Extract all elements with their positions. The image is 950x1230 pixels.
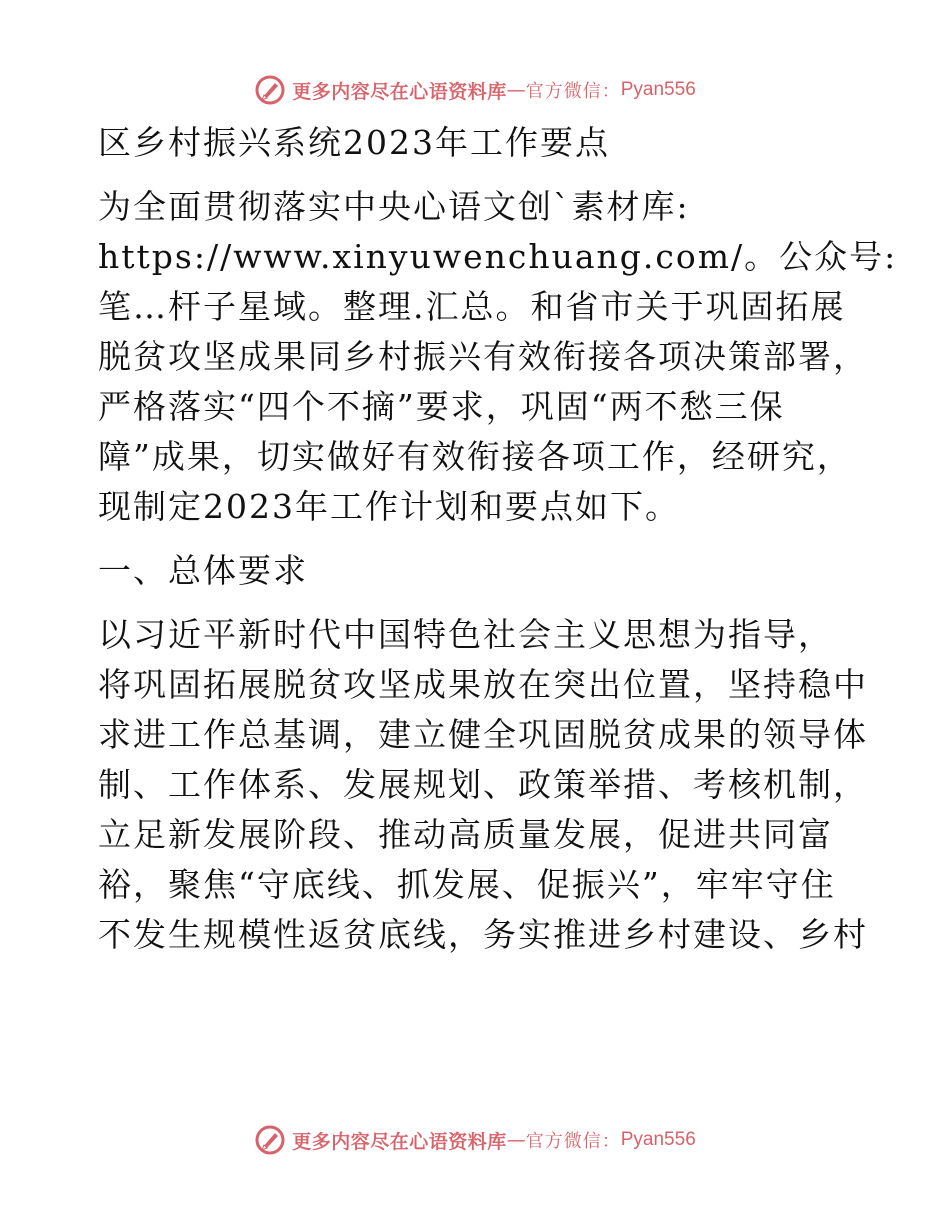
paragraph-2-line-2: 将巩固拓展脱贫攻坚成果放在突出位置，坚持稳中 xyxy=(98,665,868,704)
watermark-dash: — xyxy=(506,79,526,101)
paragraph-2-line-6: 裕，聚焦“守底线、抓发展、促振兴”，牢牢守住 xyxy=(98,865,836,904)
paragraph-2-line-7: 不发生规模性返贫底线，务实推进乡村建设、乡村 xyxy=(98,915,868,954)
paragraph-1-line-5: 严格落实“四个不摘”要求，巩固“两不愁三保 xyxy=(98,387,785,426)
watermark-wechat-label: 官方微信： xyxy=(525,1131,621,1152)
paragraph-1-line-7: 现制定2023年工作计划和要点如下。 xyxy=(98,487,680,526)
paragraph-1-line-4: 脱贫攻坚成果同乡村振兴有效衔接各项决策部署， xyxy=(98,337,868,376)
paragraph-1-line-1: 为全面贯彻落实中央心语文创`素材库: xyxy=(98,187,690,226)
watermark-banner-bottom xyxy=(0,1120,950,1160)
watermark-dash: — xyxy=(506,1129,526,1151)
paragraph-1-line-3: 笔…杆子星域。整理.汇总。和省市关于巩固拓展 xyxy=(98,287,846,326)
document-title: 区乡村振兴系统2023年工作要点 xyxy=(98,123,610,162)
paragraph-1-line-2: https://www.xinyuwenchuang.com/。公众号: xyxy=(98,237,898,276)
pen-logo-icon xyxy=(254,74,286,106)
section-heading-1: 一、总体要求 xyxy=(98,551,308,590)
paragraph-2-line-1: 以习近平新时代中国特色社会主义思想为指导， xyxy=(98,615,833,654)
watermark-banner-top xyxy=(0,70,950,110)
watermark-wechat-label: 官方微信： xyxy=(525,81,621,102)
watermark-main-text: 更多内容尽在心语资料库 xyxy=(292,1130,507,1153)
pen-logo-icon xyxy=(254,1124,286,1156)
paragraph-2-line-5: 立足新发展阶段、推动高质量发展，促进共同富 xyxy=(98,815,833,854)
paragraph-2-line-4: 制、工作体系、发展规划、政策举措、考核机制， xyxy=(98,765,868,804)
watermark-main-text: 更多内容尽在心语资料库 xyxy=(292,80,507,103)
paragraph-1-line-6: 障”成果，切实做好有效衔接各项工作，经研究， xyxy=(98,437,852,476)
watermark-wechat-id: Pyan556 xyxy=(620,79,696,100)
watermark-wechat-id: Pyan556 xyxy=(620,1129,696,1150)
paragraph-2-line-3: 求进工作总基调，建立健全巩固脱贫成果的领导体 xyxy=(98,715,868,754)
document-body xyxy=(98,118,898,960)
